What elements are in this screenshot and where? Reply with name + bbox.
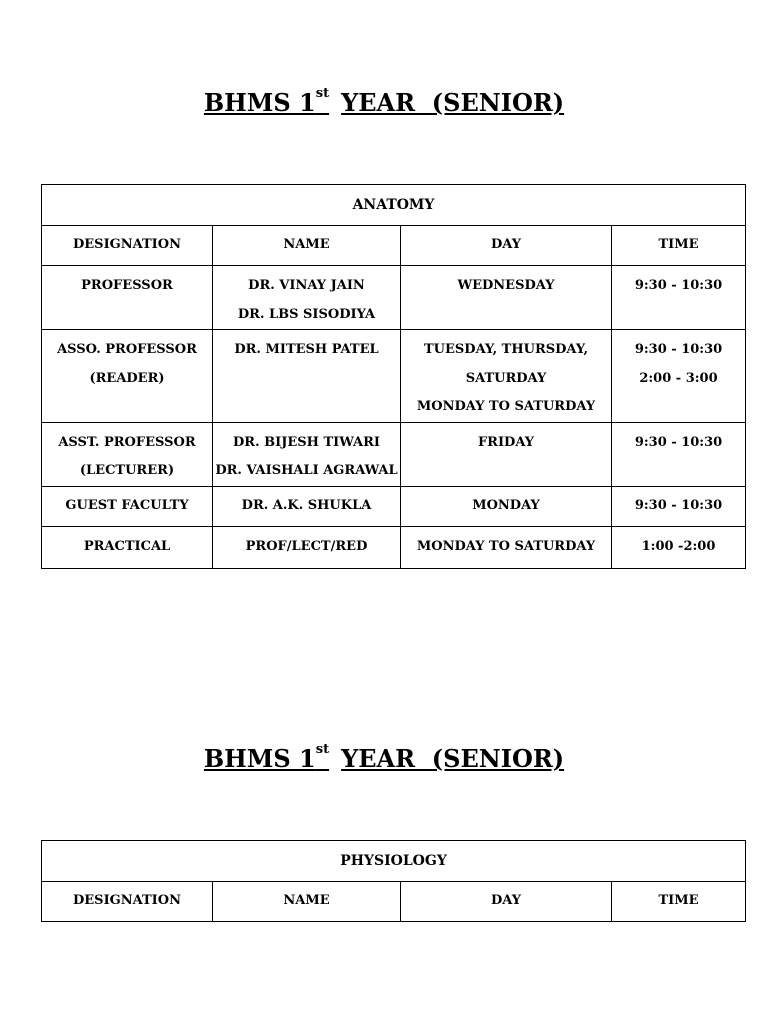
- day-cell: [401, 526, 612, 568]
- day-text: MONDAY: [472, 497, 540, 513]
- anatomy-schedule-table: [41, 184, 746, 569]
- title-superscript: st: [315, 86, 330, 101]
- designation-cell: [42, 266, 213, 330]
- time-text: 9:30 - 10:30: [634, 342, 723, 357]
- title-main: BHMS 1: [203, 744, 316, 773]
- day-cell: [401, 266, 612, 330]
- name-cell: [213, 266, 401, 330]
- day-text: MONDAY TO SATURDAY: [416, 538, 596, 554]
- day-text: TUESDAY, THURSDAY,: [423, 342, 588, 357]
- time-cell: [612, 330, 746, 423]
- designation-text: PROFESSOR: [81, 278, 173, 293]
- column-header-name: NAME: [213, 226, 401, 266]
- time-cell: [612, 266, 746, 330]
- time-text: 1:00 -2:00: [641, 538, 716, 554]
- time-text: 9:30 - 10:30: [634, 434, 723, 450]
- day-text: FRIDAY: [477, 434, 535, 450]
- subject-row: [42, 185, 746, 226]
- designation-text: ASST. PROFESSOR: [58, 434, 196, 450]
- day-text: MONDAY TO SATURDAY: [416, 399, 596, 414]
- time-text: 9:30 - 10:30: [634, 278, 723, 293]
- designation-text: (LECTURER): [79, 463, 175, 478]
- day-text: SATURDAY: [465, 370, 547, 386]
- title-rest: YEAR (SENIOR): [341, 744, 565, 773]
- column-header-day: DAY: [401, 226, 612, 266]
- time-cell: [612, 422, 746, 486]
- name-cell: [213, 526, 401, 568]
- name-cell: [213, 422, 401, 486]
- name-text: DR. LBS SISODIYA: [237, 306, 376, 322]
- day-cell: [401, 330, 612, 423]
- column-header-designation: DESIGNATION: [42, 226, 213, 266]
- day-text: WEDNESDAY: [457, 278, 555, 293]
- designation-cell: [42, 330, 213, 423]
- table-row: [42, 422, 746, 486]
- designation-text: PRACTICAL: [83, 538, 171, 554]
- designation-text: ASSO. PROFESSOR: [57, 342, 197, 357]
- time-text: 2:00 - 3:00: [639, 370, 718, 386]
- name-text: PROF/LECT/RED: [245, 538, 368, 554]
- table-row: [42, 486, 746, 526]
- table-row: [42, 330, 746, 423]
- table-row: [42, 266, 746, 330]
- title-rest: YEAR (SENIOR): [341, 88, 565, 117]
- column-header-name: NAME: [213, 882, 401, 922]
- designation-text: GUEST FACULTY: [65, 497, 189, 513]
- time-cell: [612, 526, 746, 568]
- column-header-designation: DESIGNATION: [42, 882, 213, 922]
- column-header-day: DAY: [401, 882, 612, 922]
- subject-heading: ANATOMY: [42, 185, 746, 226]
- time-cell: [612, 486, 746, 526]
- name-cell: [213, 486, 401, 526]
- column-header-time: TIME: [612, 226, 746, 266]
- subject-row: [42, 841, 746, 882]
- designation-cell: [42, 486, 213, 526]
- subject-heading: PHYSIOLOGY: [42, 841, 746, 882]
- designation-cell: [42, 422, 213, 486]
- designation-text: (READER): [89, 370, 165, 386]
- name-text: DR. MITESH PATEL: [234, 342, 379, 357]
- physiology-schedule-table: [41, 840, 746, 922]
- name-text: DR. BIJESH TIWARI: [233, 434, 380, 450]
- name-text: DR. VAISHALI AGRAWAL: [215, 463, 398, 478]
- table-row: [42, 526, 746, 568]
- day-cell: [401, 486, 612, 526]
- name-cell: [213, 330, 401, 423]
- title-superscript: st: [315, 742, 330, 757]
- page-title: [0, 744, 768, 773]
- name-text: DR. VINAY JAIN: [248, 278, 365, 293]
- column-header-time: TIME: [612, 882, 746, 922]
- page-title: [0, 88, 768, 117]
- header-row: [42, 882, 746, 922]
- name-text: DR. A.K. SHUKLA: [241, 497, 372, 513]
- time-text: 9:30 - 10:30: [634, 497, 723, 513]
- designation-cell: [42, 526, 213, 568]
- header-row: [42, 226, 746, 266]
- day-cell: [401, 422, 612, 486]
- title-main: BHMS 1: [203, 88, 316, 117]
